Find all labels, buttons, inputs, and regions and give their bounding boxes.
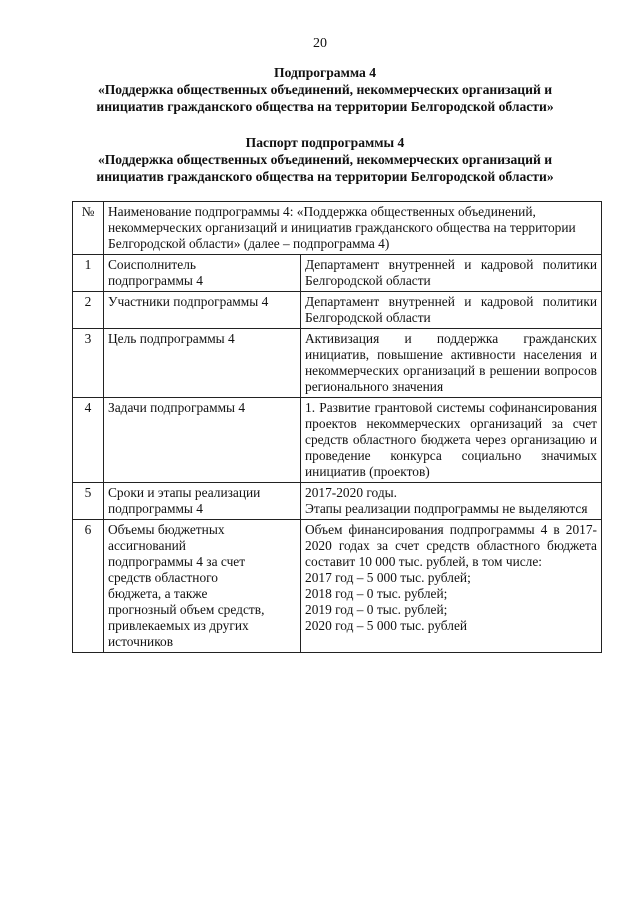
passport-title: [60, 134, 590, 185]
row-label-line: Задачи подпрограммы 4: [108, 400, 246, 415]
row-value-line: 2020 год – 5 000 тыс. рублей: [305, 618, 468, 633]
row-number-cell: 1: [73, 255, 104, 292]
row-label-cell: [104, 483, 301, 520]
row-value-line: Департамент внутренней и кадровой политики Белгородской области: [305, 257, 597, 288]
row-value-cell: [301, 255, 602, 292]
passport-title-line-1: Паспорт подпрограммы 4: [245, 135, 405, 150]
row-number-cell: 3: [73, 329, 104, 398]
row-value-line: Активизация и поддержка гражданских инициатив, повышение активности населения и некоммерческих организаций в решении вопросов регионального значения: [305, 331, 597, 394]
table-row: [73, 398, 602, 483]
passport-table: [72, 201, 602, 653]
row-label-cell: [104, 329, 301, 398]
passport-title-line-2: «Поддержка общественных объединений, некоммерческих организаций и: [97, 152, 553, 167]
row-label-line: средств областного: [108, 570, 218, 585]
row-label-line: подпрограммы 4 за счет: [108, 554, 246, 569]
row-value-cell: [301, 398, 602, 483]
row-label-cell: [104, 520, 301, 653]
row-value-cell: [301, 292, 602, 329]
table-row: [73, 483, 602, 520]
row-value-line: 2018 год – 0 тыс. рублей;: [305, 586, 448, 601]
header-number-cell: №: [73, 202, 104, 255]
row-label-line: Участники подпрограммы 4: [108, 294, 269, 309]
header-name-cell: Наименование подпрограммы 4: «Поддержка общественных объединений, некоммерческих организаций и инициатив гражданского общества на территории Белгородской области» (далее – подпрограмма 4): [104, 202, 602, 255]
row-label-line: источников: [108, 634, 174, 649]
row-label-cell: [104, 292, 301, 329]
row-number-cell: 2: [73, 292, 104, 329]
table-row: [73, 520, 602, 653]
row-label-line: прогнозный объем средств,: [108, 602, 265, 617]
table-row: [73, 255, 602, 292]
row-label-line: подпрограммы 4: [108, 501, 203, 516]
row-value-line: Объем финансирования подпрограммы 4 в 2017-2020 годах за счет средств областного бюджета составит 10 000 тыс. рублей, в том числе:: [305, 522, 597, 569]
row-label-cell: [104, 255, 301, 292]
row-number-cell: 4: [73, 398, 104, 483]
row-label-line: Объемы бюджетных: [108, 522, 225, 537]
table-header-row: [73, 202, 602, 255]
row-label-line: подпрограммы 4: [108, 273, 203, 288]
row-value-cell: [301, 520, 602, 653]
row-value-cell: [301, 329, 602, 398]
row-label-line: ассигнований: [108, 538, 186, 553]
row-label-line: бюджета, а также: [108, 586, 208, 601]
subprogram-title: [60, 64, 590, 115]
row-value-line: 2017-2020 годы.: [305, 485, 397, 500]
page-number: 20: [313, 36, 327, 51]
passport-title-line-3: инициатив гражданского общества на территории Белгородской области»: [96, 169, 554, 184]
row-label-line: Соисполнитель: [108, 257, 197, 272]
subprogram-title-line-1: Подпрограмма 4: [274, 65, 376, 80]
row-value-line: Этапы реализации подпрограммы не выделяются: [305, 501, 588, 516]
row-number-cell: 6: [73, 520, 104, 653]
row-value-line: 1. Развитие грантовой системы софинансирования проектов некоммерческих организаций за счет средств областного бюджета через организацию и проведение конкурса социально значимых инициатив (проектов): [305, 400, 597, 479]
row-label-cell: [104, 398, 301, 483]
row-label-line: Цель подпрограммы 4: [108, 331, 235, 346]
subprogram-title-line-3: инициатив гражданского общества на территории Белгородской области»: [96, 99, 554, 114]
row-label-line: Сроки и этапы реализации: [108, 485, 261, 500]
subprogram-title-line-2: «Поддержка общественных объединений, некоммерческих организаций и: [97, 82, 553, 97]
row-value-cell: [301, 483, 602, 520]
table-row: [73, 329, 602, 398]
table-row: [73, 292, 602, 329]
row-value-line: 2019 год – 0 тыс. рублей;: [305, 602, 448, 617]
row-number-cell: 5: [73, 483, 104, 520]
row-label-line: привлекаемых из других: [108, 618, 249, 633]
row-value-line: 2017 год – 5 000 тыс. рублей;: [305, 570, 471, 585]
row-value-line: Департамент внутренней и кадровой политики Белгородской области: [305, 294, 597, 325]
